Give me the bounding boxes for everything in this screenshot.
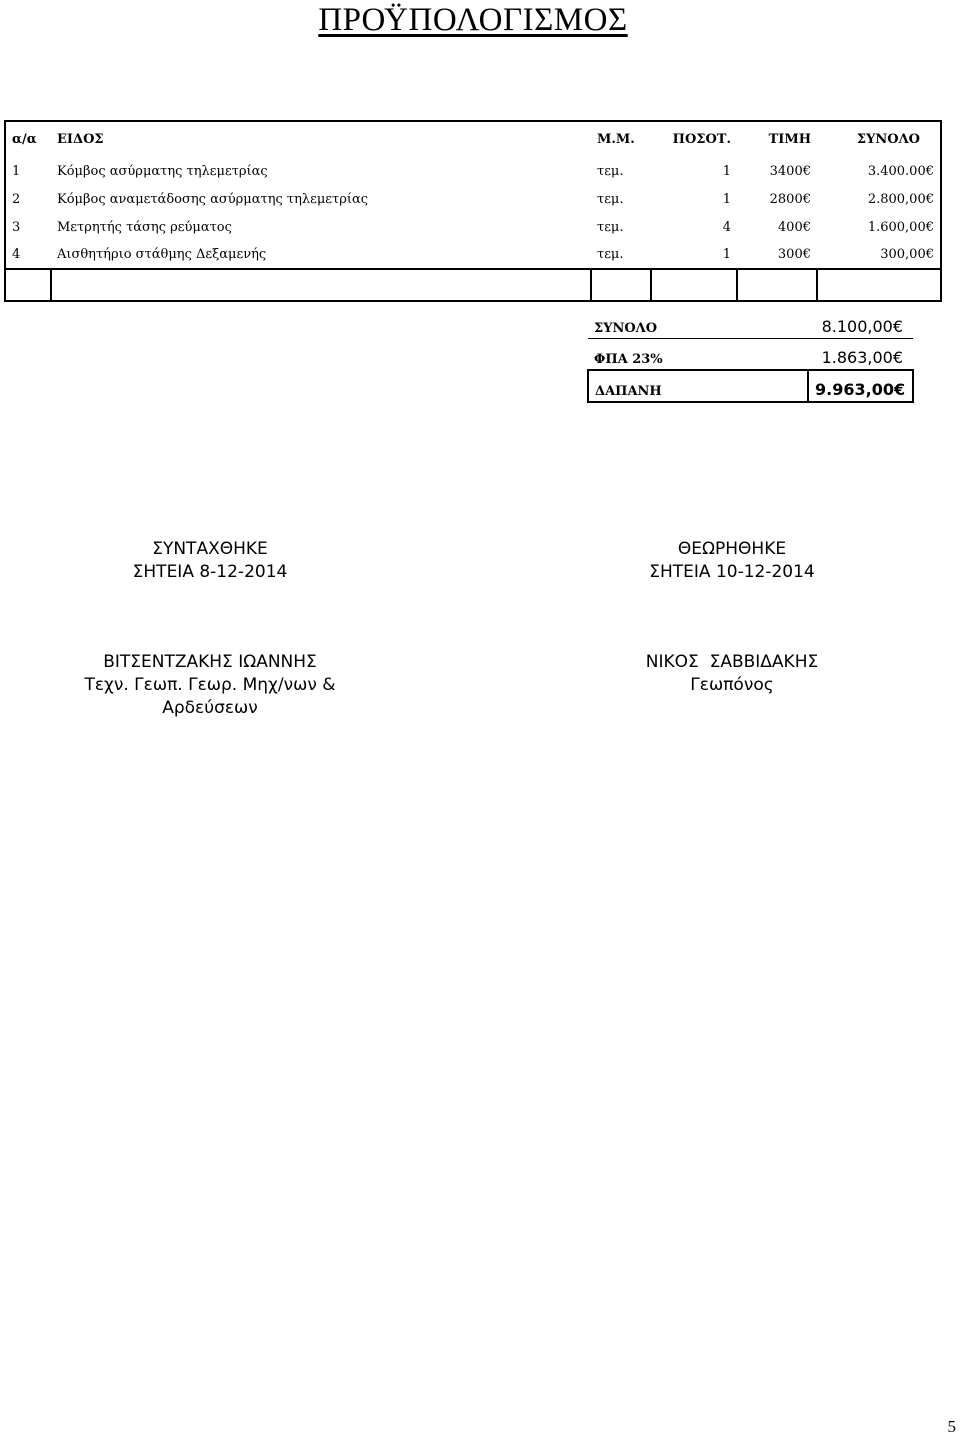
cell-price: 3400€ xyxy=(769,163,811,179)
budget-table xyxy=(4,120,942,302)
cell-total: 2.800,00€ xyxy=(867,191,934,207)
sig-heading: ΣΥΝΤΑΧΘΗΚΕ xyxy=(152,539,268,559)
cell-total: 1.600,00€ xyxy=(867,219,934,235)
cell-unit: τεμ. xyxy=(597,163,624,179)
sig-place-date: ΣΗΤΕΙΑ 10-12-2014 xyxy=(649,562,815,582)
cell-num: 3 xyxy=(12,219,21,235)
totals-row-vat xyxy=(588,339,913,371)
table-row xyxy=(5,185,941,213)
cell-qty: 1 xyxy=(722,191,731,207)
totals-row-sum xyxy=(588,308,913,339)
page-title: ΠΡΟΫΠΟΛΟΓΙΣΜΟΣ xyxy=(318,2,628,38)
totals-label: ΦΠΑ 23% xyxy=(588,339,808,371)
table-row xyxy=(5,157,941,185)
table-row xyxy=(5,213,941,241)
cell-item: Κόμβος ασύρματης τηλεμετρίας xyxy=(57,163,268,179)
table-row xyxy=(5,241,941,269)
header-qty: ΠΟΣΟΤ. xyxy=(672,132,731,147)
sig-name: ΝΙΚΟΣ ΣΑΒΒΙΔΑΚΗΣ xyxy=(645,652,819,672)
header-num: α/α xyxy=(12,132,37,147)
sig-name: ΒΙΤΣΕΝΤΖΑΚΗΣ ΙΩΑΝΝΗΣ xyxy=(103,652,317,672)
cell-total: 3.400.00€ xyxy=(867,163,934,179)
cell-num: 1 xyxy=(12,163,21,179)
blank-cell xyxy=(51,269,591,301)
cell-item: Κόμβος αναμετάδοσης ασύρματης τηλεμετρίας xyxy=(57,191,369,207)
totals-value: 9.963,00€ xyxy=(808,370,913,402)
header-item: ΕΙΔΟΣ xyxy=(57,132,104,147)
cell-unit: τεμ. xyxy=(597,191,624,207)
sig-role: Τεχν. Γεωπ. Γεωρ. Μηχ/νων & xyxy=(84,675,336,695)
totals-label: ΣΥΝΟΛΟ xyxy=(588,308,808,339)
page-number: 5 xyxy=(947,1417,956,1436)
cell-num: 4 xyxy=(12,247,21,262)
totals-value: 8.100,00€ xyxy=(808,308,913,339)
table-header-row xyxy=(5,121,941,157)
signature-reviewed-signer xyxy=(582,651,882,697)
signature-compiled-heading xyxy=(60,538,360,584)
blank-cell xyxy=(651,269,737,301)
cell-price: 300€ xyxy=(777,247,811,262)
cell-price: 400€ xyxy=(777,219,811,235)
cell-num: 2 xyxy=(12,191,21,207)
cell-qty: 4 xyxy=(722,219,731,235)
signature-reviewed-heading xyxy=(582,538,882,584)
cell-unit: τεμ. xyxy=(597,247,624,262)
blank-cell xyxy=(591,269,651,301)
totals-value: 1.863,00€ xyxy=(808,339,913,371)
header-price: ΤΙΜΗ xyxy=(768,132,811,147)
cell-qty: 1 xyxy=(722,163,731,179)
cell-item: Αισθητήριο στάθμης Δεξαμενής xyxy=(57,247,267,262)
totals-table xyxy=(587,308,914,403)
blank-cell xyxy=(817,269,941,301)
cell-qty: 1 xyxy=(722,247,731,262)
blank-cell xyxy=(737,269,817,301)
sig-place-date: ΣΗΤΕΙΑ 8-12-2014 xyxy=(132,562,288,582)
header-unit: Μ.Μ. xyxy=(597,132,635,147)
totals-label: ΔΑΠΑΝΗ xyxy=(588,370,808,402)
sig-heading: ΘΕΩΡΗΘΗΚΕ xyxy=(677,539,787,559)
header-total: ΣΥΝΟΛΟ xyxy=(856,132,920,147)
cell-unit: τεμ. xyxy=(597,219,624,235)
cell-item: Μετρητής τάσης ρεύματος xyxy=(57,219,232,235)
cell-total: 300,00€ xyxy=(880,247,934,262)
cell-price: 2800€ xyxy=(769,191,811,207)
sig-role: Γεωπόνος xyxy=(690,675,774,695)
blank-cell xyxy=(5,269,51,301)
signature-compiled-signer xyxy=(60,651,360,720)
table-blank-row xyxy=(5,269,941,301)
sig-role: Αρδεύσεων xyxy=(162,698,258,718)
totals-row-expense xyxy=(588,370,913,402)
